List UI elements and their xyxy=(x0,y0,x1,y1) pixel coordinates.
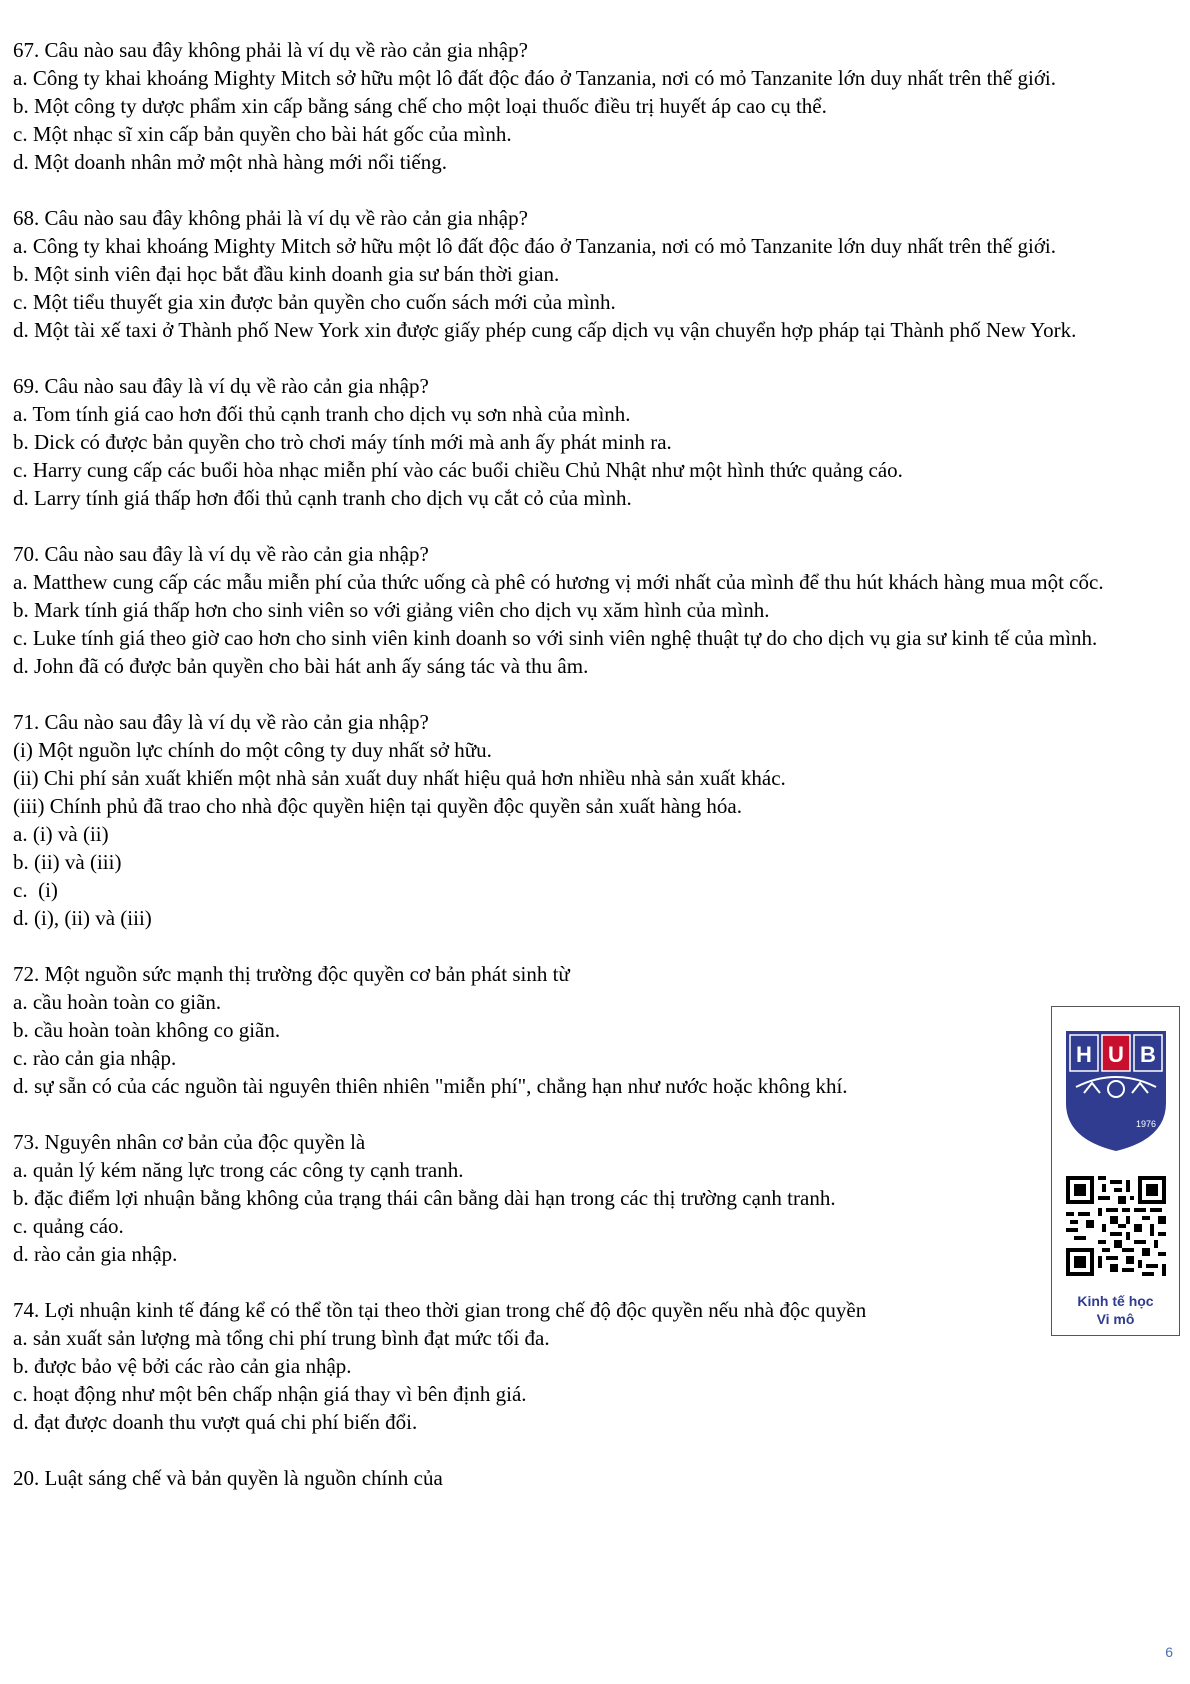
answer-option: c. (i) xyxy=(13,878,58,902)
brand-caption xyxy=(1052,1292,1179,1328)
answer-option: c. rào cản gia nhập. xyxy=(13,1046,177,1070)
question-stem: 20. Luật sáng chế và bản quyền là nguồn chính của xyxy=(13,1466,443,1490)
course-title: Kinh tế học xyxy=(1077,1293,1154,1309)
answer-option: a. Công ty khai khoáng Mighty Mitch sở hữu một lô đất độc đáo ở Tanzania, nơi có mỏ Tanzanite lớn duy nhất trên thế giới. xyxy=(13,234,1057,258)
answer-option: d. Larry tính giá thấp hơn đối thủ cạnh tranh cho dịch vụ cắt cỏ của mình. xyxy=(13,486,632,510)
question-stem: 69. Câu nào sau đây là ví dụ về rào cản gia nhập? xyxy=(13,374,429,398)
logo-letter: U xyxy=(1108,1042,1124,1067)
logo-letter: H xyxy=(1076,1042,1092,1067)
brand-card xyxy=(1051,1006,1180,1336)
statement-item: (iii) Chính phủ đã trao cho nhà độc quyền hiện tại quyền độc quyền sản xuất hàng hóa. xyxy=(13,794,742,818)
question-stem: 70. Câu nào sau đây là ví dụ về rào cản gia nhập? xyxy=(13,542,429,566)
answer-option: d. rào cản gia nhập. xyxy=(13,1242,178,1266)
answer-option: a. Công ty khai khoáng Mighty Mitch sở hữu một lô đất độc đáo ở Tanzania, nơi có mỏ Tanzanite lớn duy nhất trên thế giới. xyxy=(13,66,1057,90)
answer-option: d. sự sẵn có của các nguồn tài nguyên thiên nhiên "miễn phí", chẳng hạn như nước hoặc không khí. xyxy=(13,1074,848,1098)
answer-option: a. cầu hoàn toàn co giãn. xyxy=(13,990,222,1014)
answer-option: c. Harry cung cấp các buổi hòa nhạc miễn phí vào các buổi chiều Chủ Nhật như một hình thức quảng cáo. xyxy=(13,458,903,482)
question-stem: 74. Lợi nhuận kinh tế đáng kể có thể tồn tại theo thời gian trong chế độ độc quyền nếu nhà độc quyền xyxy=(13,1298,867,1322)
question-stem: 71. Câu nào sau đây là ví dụ về rào cản gia nhập? xyxy=(13,710,429,734)
question-74 xyxy=(13,1296,1178,1436)
answer-option: b. Dick có được bản quyền cho trò chơi máy tính mới mà anh ấy phát minh ra. xyxy=(13,430,672,454)
statement-item: (ii) Chi phí sản xuất khiến một nhà sản xuất duy nhất hiệu quả hơn nhiều nhà sản xuất khác. xyxy=(13,766,786,790)
university-logo-icon xyxy=(1062,1027,1170,1155)
answer-option: a. sản xuất sản lượng mà tổng chi phí trung bình đạt mức tối đa. xyxy=(13,1326,550,1350)
answer-option: d. (i), (ii) và (iii) xyxy=(13,906,152,930)
question-69 xyxy=(13,372,1178,512)
answer-option: a. quản lý kém năng lực trong các công ty cạnh tranh. xyxy=(13,1158,464,1182)
answer-option: d. John đã có được bản quyền cho bài hát anh ấy sáng tác và thu âm. xyxy=(13,654,589,678)
answer-option: b. Mark tính giá thấp hơn cho sinh viên so với giảng viên cho dịch vụ xăm hình của mình. xyxy=(13,598,770,622)
answer-option: a. (i) và (ii) xyxy=(13,822,109,846)
logo-letter: B xyxy=(1140,1042,1156,1067)
answer-option: b. Một công ty dược phẩm xin cấp bằng sáng chế cho một loại thuốc điều trị huyết áp cao cụ thể. xyxy=(13,94,827,118)
answer-option: b. cầu hoàn toàn không co giãn. xyxy=(13,1018,281,1042)
answer-option: c. Một nhạc sĩ xin cấp bản quyền cho bài hát gốc của mình. xyxy=(13,122,512,146)
question-71 xyxy=(13,708,1178,932)
answer-option: d. Một tài xế taxi ở Thành phố New York xin được giấy phép cung cấp dịch vụ vận chuyển hợp pháp tại Thành phố New York. xyxy=(13,318,1077,342)
question-stem: 68. Câu nào sau đây không phải là ví dụ về rào cản gia nhập? xyxy=(13,206,528,230)
course-subtitle: Vi mô xyxy=(1096,1311,1135,1327)
statement-item: (i) Một nguồn lực chính do một công ty duy nhất sở hữu. xyxy=(13,738,492,762)
answer-option: c. quảng cáo. xyxy=(13,1214,124,1238)
answer-option: b. Một sinh viên đại học bắt đầu kinh doanh gia sư bán thời gian. xyxy=(13,262,560,286)
answer-option: c. Luke tính giá theo giờ cao hơn cho sinh viên kinh doanh so với sinh viên nghệ thuật tự do cho dịch vụ gia sư kinh tế của mình. xyxy=(13,626,1098,650)
logo-year: 1976 xyxy=(1135,1119,1157,1129)
question-70 xyxy=(13,540,1178,680)
answer-option: a. Matthew cung cấp các mẫu miễn phí của thức uống cà phê có hương vị mới nhất của mình để thu hút khách hàng mua một cốc. xyxy=(13,570,1104,594)
answer-option: c. Một tiểu thuyết gia xin được bản quyền cho cuốn sách mới của mình. xyxy=(13,290,616,314)
document-body xyxy=(13,36,1178,1520)
question-68 xyxy=(13,204,1178,344)
question-73 xyxy=(13,1128,1178,1268)
answer-option: c. hoạt động như một bên chấp nhận giá thay vì bên định giá. xyxy=(13,1382,527,1406)
question-stem: 72. Một nguồn sức mạnh thị trường độc quyền cơ bản phát sinh từ xyxy=(13,962,570,986)
answer-option: b. (ii) và (iii) xyxy=(13,850,122,874)
answer-option: d. đạt được doanh thu vượt quá chi phí biến đổi. xyxy=(13,1410,418,1434)
page-number: 6 xyxy=(1165,1644,1173,1660)
answer-option: a. Tom tính giá cao hơn đối thủ cạnh tranh cho dịch vụ sơn nhà của mình. xyxy=(13,402,631,426)
answer-option: d. Một doanh nhân mở một nhà hàng mới nổi tiếng. xyxy=(13,150,447,174)
question-stem: 67. Câu nào sau đây không phải là ví dụ về rào cản gia nhập? xyxy=(13,38,528,62)
question-stem: 73. Nguyên nhân cơ bản của độc quyền là xyxy=(13,1130,366,1154)
answer-option: b. được bảo vệ bởi các rào cản gia nhập. xyxy=(13,1354,352,1378)
question-72 xyxy=(13,960,1178,1100)
question-67 xyxy=(13,36,1178,176)
answer-option: b. đặc điểm lợi nhuận bằng không của trạng thái cân bằng dài hạn trong các thị trường cạnh tranh. xyxy=(13,1186,836,1210)
qr-code-icon xyxy=(1066,1176,1166,1276)
question-20 xyxy=(13,1464,1178,1492)
